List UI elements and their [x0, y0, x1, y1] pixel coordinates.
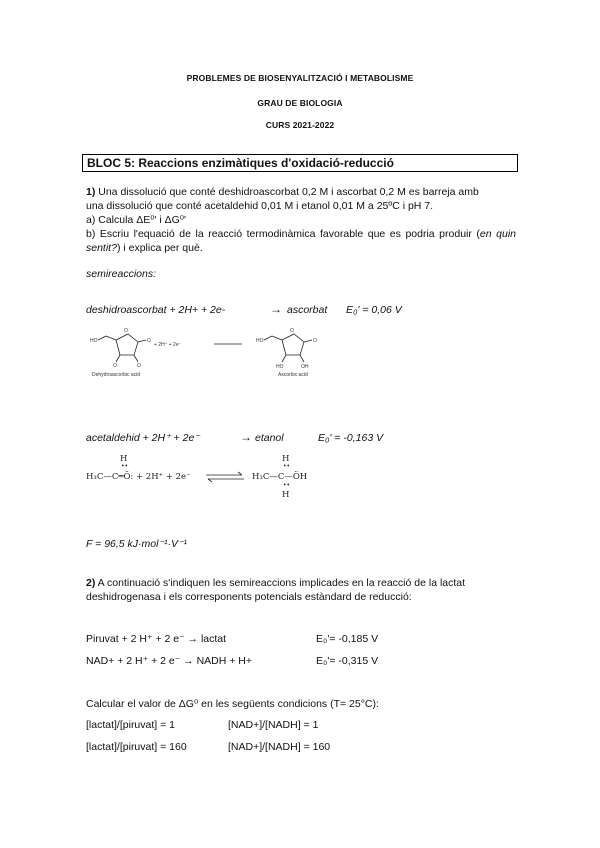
bond-line — [300, 355, 304, 362]
atom-label: O — [313, 338, 317, 344]
half-reaction-1-left: deshidroascorbat + 2H+ + 2e- — [86, 304, 226, 316]
atom-label: OH — [301, 364, 309, 370]
bond-line — [134, 355, 138, 362]
hydrogen-atom-label: H — [120, 454, 128, 464]
ring-shape — [116, 334, 138, 355]
problem-2-text — [86, 576, 516, 604]
problem-1-intro-1: Una dissolució que conté deshidroascorbat 0,2 M i ascorbat 0,2 M es barreja amb — [95, 186, 479, 198]
problem-1-part-b — [86, 227, 516, 255]
condition-2-ratio-lactate: [lactat]/[piruvat] = 160 — [86, 741, 187, 753]
reaction-1-potential: E₀'= -0,185 V — [316, 633, 379, 645]
bond-line — [116, 355, 120, 362]
problem-1-number: 1) — [86, 186, 96, 198]
bond-line — [106, 336, 116, 340]
atom-label: O — [147, 338, 151, 344]
hydrogen-atom-label: H — [282, 454, 290, 464]
faraday-constant: F = 96,5 kJ·mol⁻¹·V⁻¹ — [86, 538, 188, 550]
bond-line — [264, 336, 272, 340]
molecule-1-label: Dehydroascorbic acid — [92, 372, 141, 378]
part-b-italic: en quin sentit? — [86, 228, 516, 254]
equilibrium-arrows-icon — [204, 471, 246, 483]
half-reaction-2-left-text: acetaldehid + 2H⁺ + 2e⁻ — [86, 432, 200, 444]
course-title: PROBLEMES DE BIOSENYALITZACIÓ I METABOLISME — [186, 73, 414, 83]
arrow-icon: → — [240, 430, 252, 444]
problem-2-intro-1: A continuació s'indiquen les semireaccions implicades en la reacció de la lactat — [95, 577, 466, 589]
course-year: CURS 2021-2022 — [265, 120, 335, 130]
problem-2-line2: deshidrogenasa i els corresponents potencials estàndard de reducció: — [86, 591, 412, 603]
atom-label: O — [290, 328, 294, 334]
problem-1-line1 — [86, 185, 516, 199]
ring-shape — [282, 334, 304, 355]
bond-line — [272, 336, 282, 340]
atom-label: HO — [276, 364, 284, 370]
ascorbic-acid-structure — [256, 328, 317, 378]
half-reaction-2-right: etanol — [255, 432, 284, 444]
dehydroascorbic-acid-structure — [90, 328, 151, 378]
bond-dots: •• — [283, 463, 291, 470]
equation-right: H₃C—C—ÖH — [252, 472, 308, 482]
semireaccions-label: semireaccions: — [86, 268, 157, 280]
half-reaction-2-left — [86, 432, 200, 444]
reaction-1-equation: Piruvat + 2 H⁺ + 2 e⁻ → lactat — [86, 633, 227, 645]
bond-dots: •• — [121, 463, 129, 470]
molecule-2-label: Ascorbic acid — [278, 372, 308, 378]
atom-label: O — [124, 328, 128, 334]
acetaldehyde-ethanol-equation — [86, 454, 346, 502]
degree-title: GRAU DE BIOLOGIA — [257, 98, 343, 108]
half-reaction-2-potential: E₀' = -0,163 V — [318, 432, 384, 444]
atom-label: HO — [256, 338, 264, 344]
atom-label: O — [113, 363, 117, 369]
condition-2-ratio-nad: [NAD+]/[NADH] = 160 — [228, 741, 331, 753]
part-b-text-2: ) i explica per què. — [116, 242, 203, 254]
problem-1-text — [86, 185, 516, 255]
bond-line — [282, 355, 286, 362]
ascorbate-structures-image — [86, 322, 326, 378]
problem-1-part-a: a) Calcula ΔE⁰' i ΔG⁰' — [86, 214, 186, 226]
equation-left: H₃C—C═Ö: + 2H⁺ + 2e⁻ — [86, 472, 191, 482]
reaction-2-potential: E₀'= -0,315 V — [316, 655, 379, 667]
half-reaction-1-right: ascorbat — [287, 304, 328, 316]
bond-dots: •• — [283, 482, 291, 489]
atom-label: O — [137, 363, 141, 369]
reaction-2-equation: NAD+ + 2 H⁺ + 2 e⁻ → NADH + H+ — [86, 655, 253, 667]
section-title-box — [82, 154, 518, 172]
bond-line — [304, 340, 312, 342]
problem-2-line1 — [86, 576, 516, 590]
half-reaction-1-potential: E₀' = 0,06 V — [346, 304, 402, 316]
condition-1-ratio-nad: [NAD+]/[NADH] = 1 — [228, 719, 319, 731]
arrow-icon: → — [270, 302, 282, 316]
condition-1-ratio-lactate: [lactat]/[piruvat] = 1 — [86, 719, 176, 731]
atom-label: HO — [90, 338, 98, 344]
hydrogen-atom-label: H — [282, 490, 290, 500]
bond-line — [138, 340, 146, 342]
bond-line — [98, 336, 106, 340]
reaction-plus-text: + 2H⁺ + 2e⁻ — [154, 342, 182, 348]
problem-1-line2: una dissolució que conté acetaldehid 0,01 M i etanol 0,01 M a 25ºC i pH 7. — [86, 200, 434, 212]
problem-2-number: 2) — [86, 577, 96, 589]
calculation-instruction: Calcular el valor de ΔG⁰ en les següents condicions (T= 25°C): — [86, 698, 379, 710]
part-b-text-1: b) Escriu l'equació de la reacció termodinàmica favorable que es podria produir ( — [86, 228, 480, 240]
section-title: BLOC 5: Reaccions enzimàtiques d'oxidació-reducció — [87, 156, 394, 170]
